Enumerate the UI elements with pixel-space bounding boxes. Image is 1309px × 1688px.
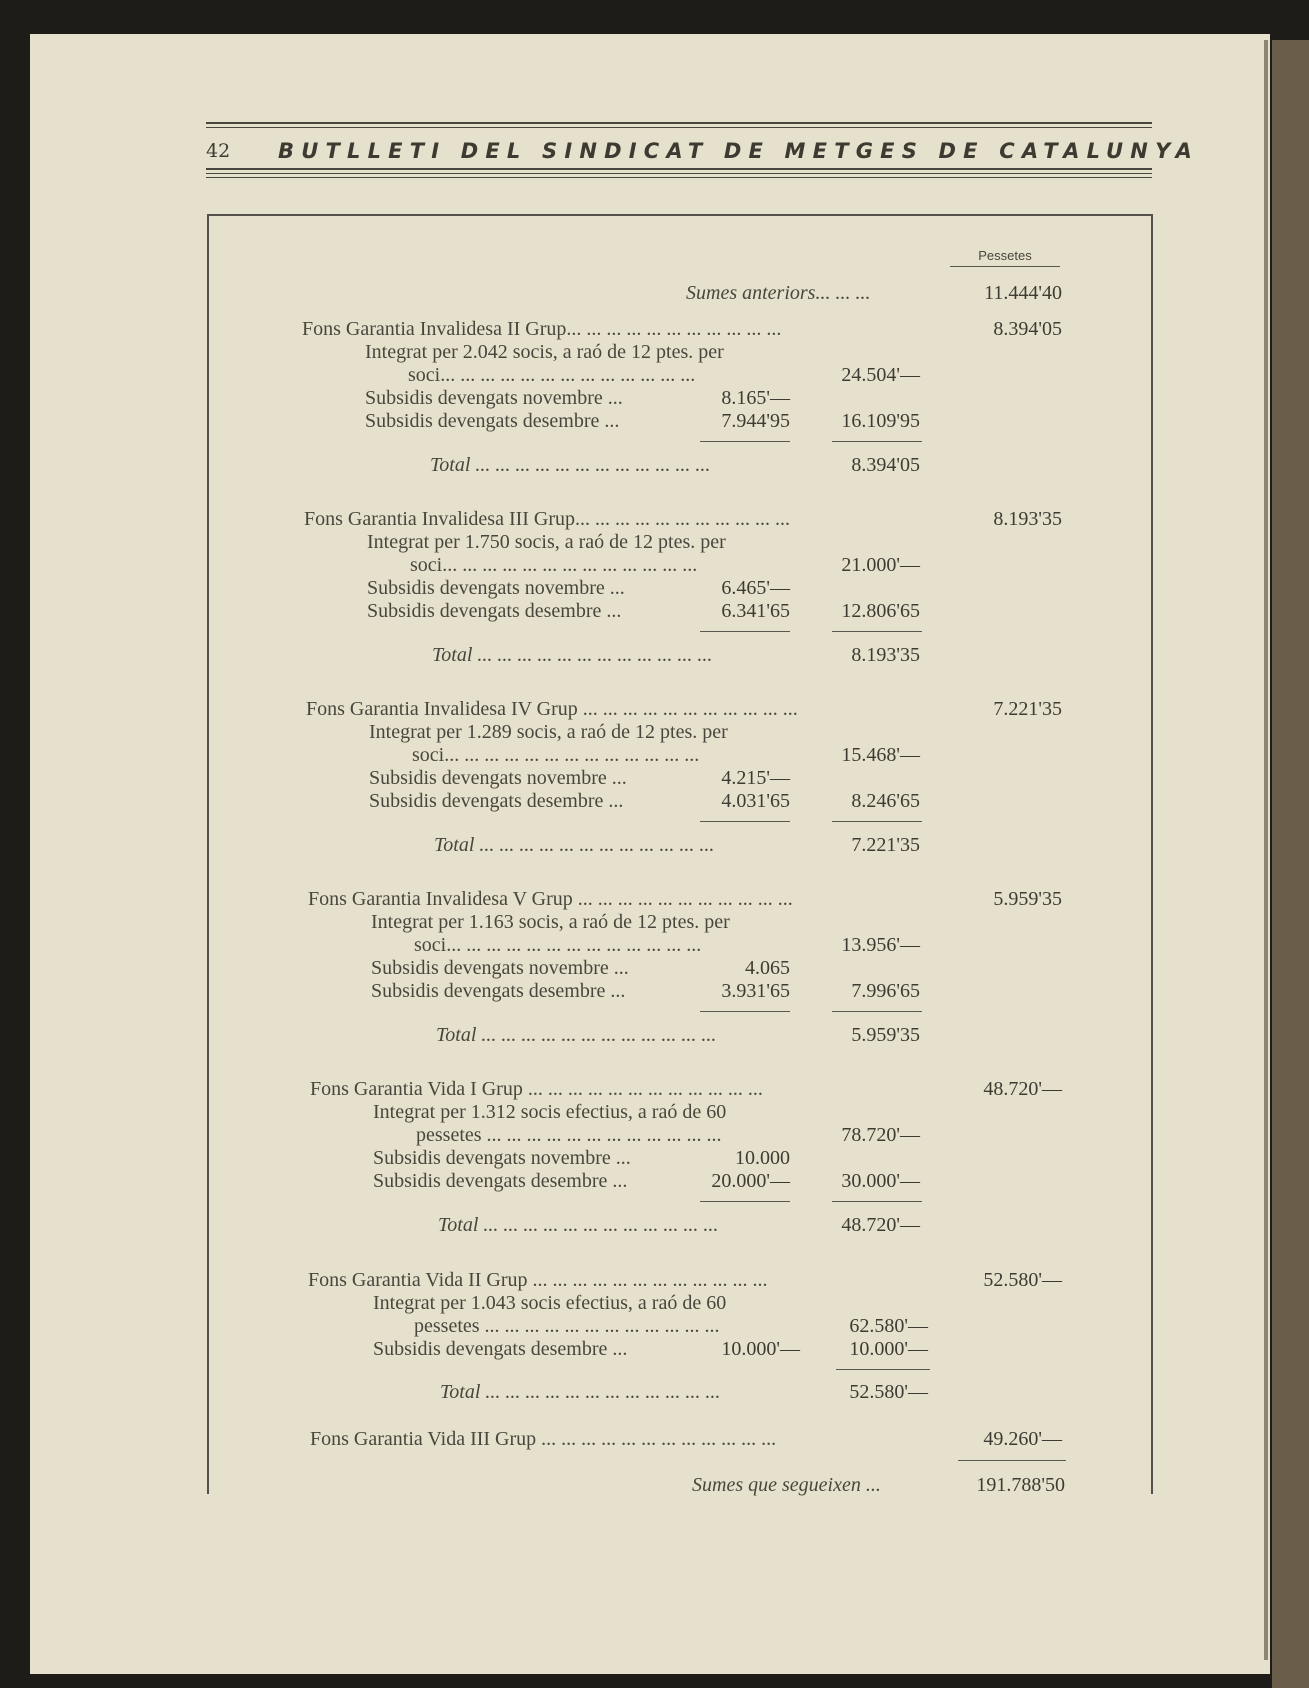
integrat-value: 13.956'— <box>841 934 920 956</box>
fund-title: Fons Garantia Invalidesa V Grup ... ... ... ... ... ... ... ... ... ... ... <box>308 888 793 910</box>
subtotal-value: 12.806'65 <box>841 600 920 622</box>
subsidis-novembre-value: 4.215'— <box>721 767 790 789</box>
subsidis-novembre-value: 8.165'— <box>721 387 790 409</box>
subtotal-rule <box>836 1369 930 1370</box>
carried-next-value: 191.788'50 <box>976 1474 1065 1496</box>
column-header-pessetes: Pessetes <box>978 248 1032 263</box>
fund-title: Fons Garantia Vida I Grup ... ... ... ... ... ... ... ... ... ... ... ... <box>310 1078 763 1100</box>
subsidis-novembre-label: Subsidis devengats novembre ... <box>365 387 623 409</box>
subsidis-desembre-value: 3.931'65 <box>721 980 790 1002</box>
subsidis-desembre-value: 4.031'65 <box>721 790 790 812</box>
fund-amount-vida-3: 49.260'— <box>983 1428 1062 1450</box>
carried-forward-label: Sumes anteriors... ... ... <box>686 282 871 304</box>
fund-title: Fons Garantia Invalidesa III Grup... ... ... ... ... ... ... ... ... ... ... <box>304 508 791 530</box>
subsidis-novembre-value: 10.000 <box>735 1147 790 1169</box>
carried-next-label: Sumes que segueixen ... <box>692 1474 881 1496</box>
total-label: Total ... ... ... ... ... ... ... ... ... ... ... ... <box>436 1024 717 1046</box>
column-rule <box>700 1011 790 1012</box>
subsidis-novembre-value: 6.465'— <box>721 577 790 599</box>
subsidis-desembre-value: 7.944'95 <box>721 410 790 432</box>
integrat-line-2: soci... ... ... ... ... ... ... ... ... ... ... ... ... <box>414 934 702 956</box>
integrat-value: 24.504'— <box>841 364 920 386</box>
journal-title: BUTLLETI DEL SINDICAT DE METGES DE CATALUNYA <box>278 139 1199 163</box>
header-rule-bottom-thin <box>206 173 1152 174</box>
total-label: Total ... ... ... ... ... ... ... ... ... ... ... ... <box>434 834 715 856</box>
subsidis-novembre-label: Subsidis devengats novembre ... <box>373 1147 631 1169</box>
table-frame-left <box>207 214 209 1494</box>
table-frame-top <box>207 214 1152 216</box>
integrat-line-2: soci... ... ... ... ... ... ... ... ... ... ... ... ... <box>412 744 700 766</box>
total-value: 7.221'35 <box>851 834 920 856</box>
total-value: 8.394'05 <box>851 454 920 476</box>
page-edge <box>1264 40 1268 1660</box>
subtotal-value: 16.109'95 <box>841 410 920 432</box>
subtotal-rule <box>832 1201 922 1202</box>
subsidis-novembre-label: Subsidis devengats novembre ... <box>369 767 627 789</box>
subsidis-novembre-label: Subsidis devengats novembre ... <box>371 957 629 979</box>
table-frame-right <box>1151 214 1153 1494</box>
integrat-line-1: Integrat per 1.289 socis, a raó de 12 ptes. per <box>369 721 728 743</box>
subsidis-desembre-value: 10.000'— <box>721 1338 800 1360</box>
subtotal-value: 8.246'65 <box>851 790 920 812</box>
fund-amount: 5.959'35 <box>993 888 1062 910</box>
header-rule-bottom <box>206 168 1152 170</box>
total-value: 48.720'— <box>841 1214 920 1236</box>
header-rule-top-thin <box>206 127 1152 128</box>
subtotal-rule <box>832 441 922 442</box>
integrat-line-1: Integrat per 1.750 socis, a raó de 12 ptes. per <box>367 531 726 553</box>
fund-amount: 8.394'05 <box>993 318 1062 340</box>
column-rule <box>700 821 790 822</box>
column-rule <box>700 631 790 632</box>
subsidis-desembre-value: 6.341'65 <box>721 600 790 622</box>
fund-amount: 8.193'35 <box>993 508 1062 530</box>
fund-title: Fons Garantia Invalidesa II Grup... ... ... ... ... ... ... ... ... ... ... <box>302 318 782 340</box>
subsidis-desembre-label: Subsidis devengats desembre ... <box>373 1170 628 1192</box>
subtotal-value: 30.000'— <box>841 1170 920 1192</box>
subtotal-value: 10.000'— <box>849 1338 928 1360</box>
integrat-value: 78.720'— <box>841 1124 920 1146</box>
integrat-value: 15.468'— <box>841 744 920 766</box>
fund-amount: 52.580'— <box>983 1269 1062 1291</box>
total-label: Total ... ... ... ... ... ... ... ... ... ... ... ... <box>432 644 713 666</box>
integrat-line-2: pessetes ... ... ... ... ... ... ... ... ... ... ... ... <box>414 1315 720 1337</box>
total-value: 5.959'35 <box>851 1024 920 1046</box>
subsidis-desembre-value: 20.000'— <box>711 1170 790 1192</box>
column-rule <box>700 1201 790 1202</box>
integrat-line-2: soci... ... ... ... ... ... ... ... ... ... ... ... ... <box>410 554 698 576</box>
subtotal-rule <box>832 1011 922 1012</box>
subsidis-novembre-label: Subsidis devengats novembre ... <box>367 577 625 599</box>
page-number: 42 <box>206 140 231 162</box>
total-value: 8.193'35 <box>851 644 920 666</box>
fund-title: Fons Garantia Vida II Grup ... ... ... ... ... ... ... ... ... ... ... ... <box>308 1269 768 1291</box>
subsidis-novembre-value: 4.065 <box>745 957 790 979</box>
column-header-rule <box>950 266 1060 267</box>
subsidis-desembre-label: Subsidis devengats desembre ... <box>371 980 626 1002</box>
integrat-line-1: Integrat per 2.042 socis, a raó de 12 ptes. per <box>365 341 724 363</box>
integrat-value: 62.580'— <box>849 1315 928 1337</box>
integrat-line-2: pessetes ... ... ... ... ... ... ... ... ... ... ... ... <box>416 1124 722 1146</box>
carried-forward-value: 11.444'40 <box>984 282 1062 304</box>
fund-amount: 48.720'— <box>983 1078 1062 1100</box>
column-rule <box>700 441 790 442</box>
subsidis-desembre-label: Subsidis devengats desembre ... <box>365 410 620 432</box>
integrat-value: 21.000'— <box>841 554 920 576</box>
subtotal-rule <box>832 821 922 822</box>
fund-title-vida-3: Fons Garantia Vida III Grup ... ... ... ... ... ... ... ... ... ... ... ... <box>310 1428 777 1450</box>
book-spine <box>1272 40 1309 1688</box>
subtotal-value: 7.996'65 <box>851 980 920 1002</box>
total-label: Total ... ... ... ... ... ... ... ... ... ... ... ... <box>438 1214 719 1236</box>
subsidis-desembre-label: Subsidis devengats desembre ... <box>373 1338 628 1360</box>
integrat-line-1: Integrat per 1.163 socis, a raó de 12 ptes. per <box>371 911 730 933</box>
grand-total-rule <box>958 1460 1066 1461</box>
total-label: Total ... ... ... ... ... ... ... ... ... ... ... ... <box>430 454 711 476</box>
fund-title: Fons Garantia Invalidesa IV Grup ... ... ... ... ... ... ... ... ... ... ... <box>306 698 798 720</box>
running-header <box>206 136 1199 168</box>
subsidis-desembre-label: Subsidis devengats desembre ... <box>369 790 624 812</box>
integrat-line-1: Integrat per 1.312 socis efectius, a raó de 60 <box>373 1101 727 1123</box>
fund-amount: 7.221'35 <box>993 698 1062 720</box>
total-label: Total ... ... ... ... ... ... ... ... ... ... ... ... <box>440 1381 721 1403</box>
subsidis-desembre-label: Subsidis devengats desembre ... <box>367 600 622 622</box>
total-value: 52.580'— <box>849 1381 928 1403</box>
header-rule-top <box>206 122 1152 124</box>
header-rule-bottom-thin2 <box>206 177 1152 178</box>
integrat-line-1: Integrat per 1.043 socis efectius, a raó de 60 <box>373 1292 727 1314</box>
integrat-line-2: soci... ... ... ... ... ... ... ... ... ... ... ... ... <box>408 364 696 386</box>
subtotal-rule <box>832 631 922 632</box>
